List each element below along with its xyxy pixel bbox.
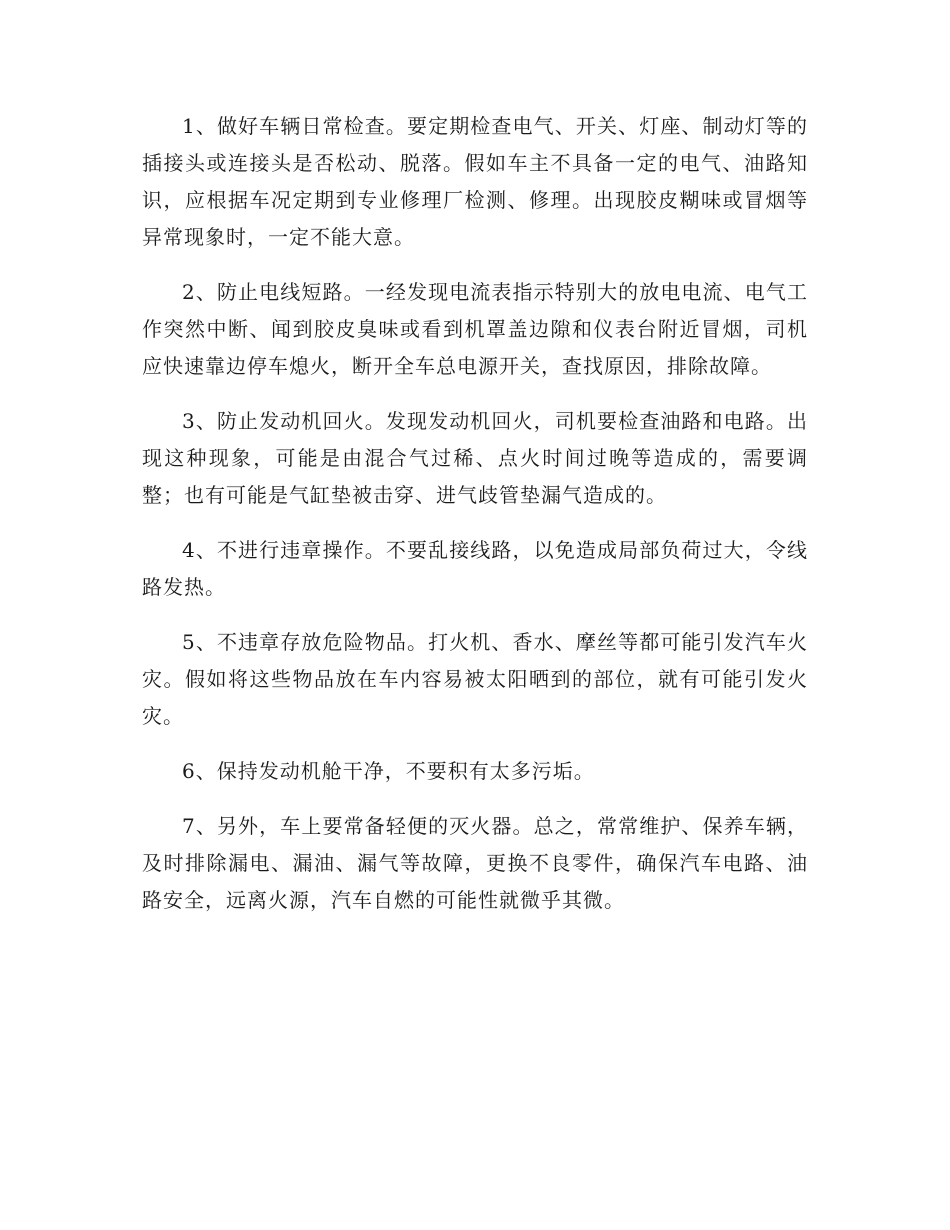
paragraph-2: 2、防止电线短路。一经发现电流表指示特别大的放电电流、电气工作突然中断、闻到胶皮臭味或看到机罩盖边隙和仪表台附近冒烟，司机应快速靠边停车熄火，断开全车总电源开关，查找原因，排除故障。 bbox=[142, 280, 808, 378]
paragraph-4: 4、不进行违章操作。不要乱接线路，以免造成局部负荷过大，令线路发热。 bbox=[142, 538, 808, 599]
paragraph-5: 5、不违章存放危险物品。打火机、香水、摩丝等都可能引发汽车火灾。假如将这些物品放在车内容易被太阳晒到的部位，就有可能引发火灾。 bbox=[142, 630, 808, 728]
paragraph-3: 3、防止发动机回火。发现发动机回火，司机要检查油路和电路。出现这种现象，可能是由混合气过稀、点火时间过晚等造成的，需要调整；也有可能是气缸垫被击穿、进气歧管垫漏气造成的。 bbox=[142, 409, 808, 507]
paragraph-1: 1、做好车辆日常检查。要定期检查电气、开关、灯座、制动灯等的插接头或连接头是否松动、脱落。假如车主不具备一定的电气、油路知识，应根据车况定期到专业修理厂检测、修理。出现胶皮糊味或冒烟等异常现象时，一定不能大意。 bbox=[142, 114, 808, 249]
document-body bbox=[142, 108, 808, 937]
paragraph-6: 6、保持发动机舱干净，不要积有太多污垢。 bbox=[182, 759, 595, 783]
paragraph-7: 7、另外，车上要常备轻便的灭火器。总之，常常维护、保养车辆，及时排除漏电、漏油、漏气等故障，更换不良零件，确保汽车电路、油路安全，远离火源，汽车自燃的可能性就微乎其微。 bbox=[142, 814, 808, 912]
